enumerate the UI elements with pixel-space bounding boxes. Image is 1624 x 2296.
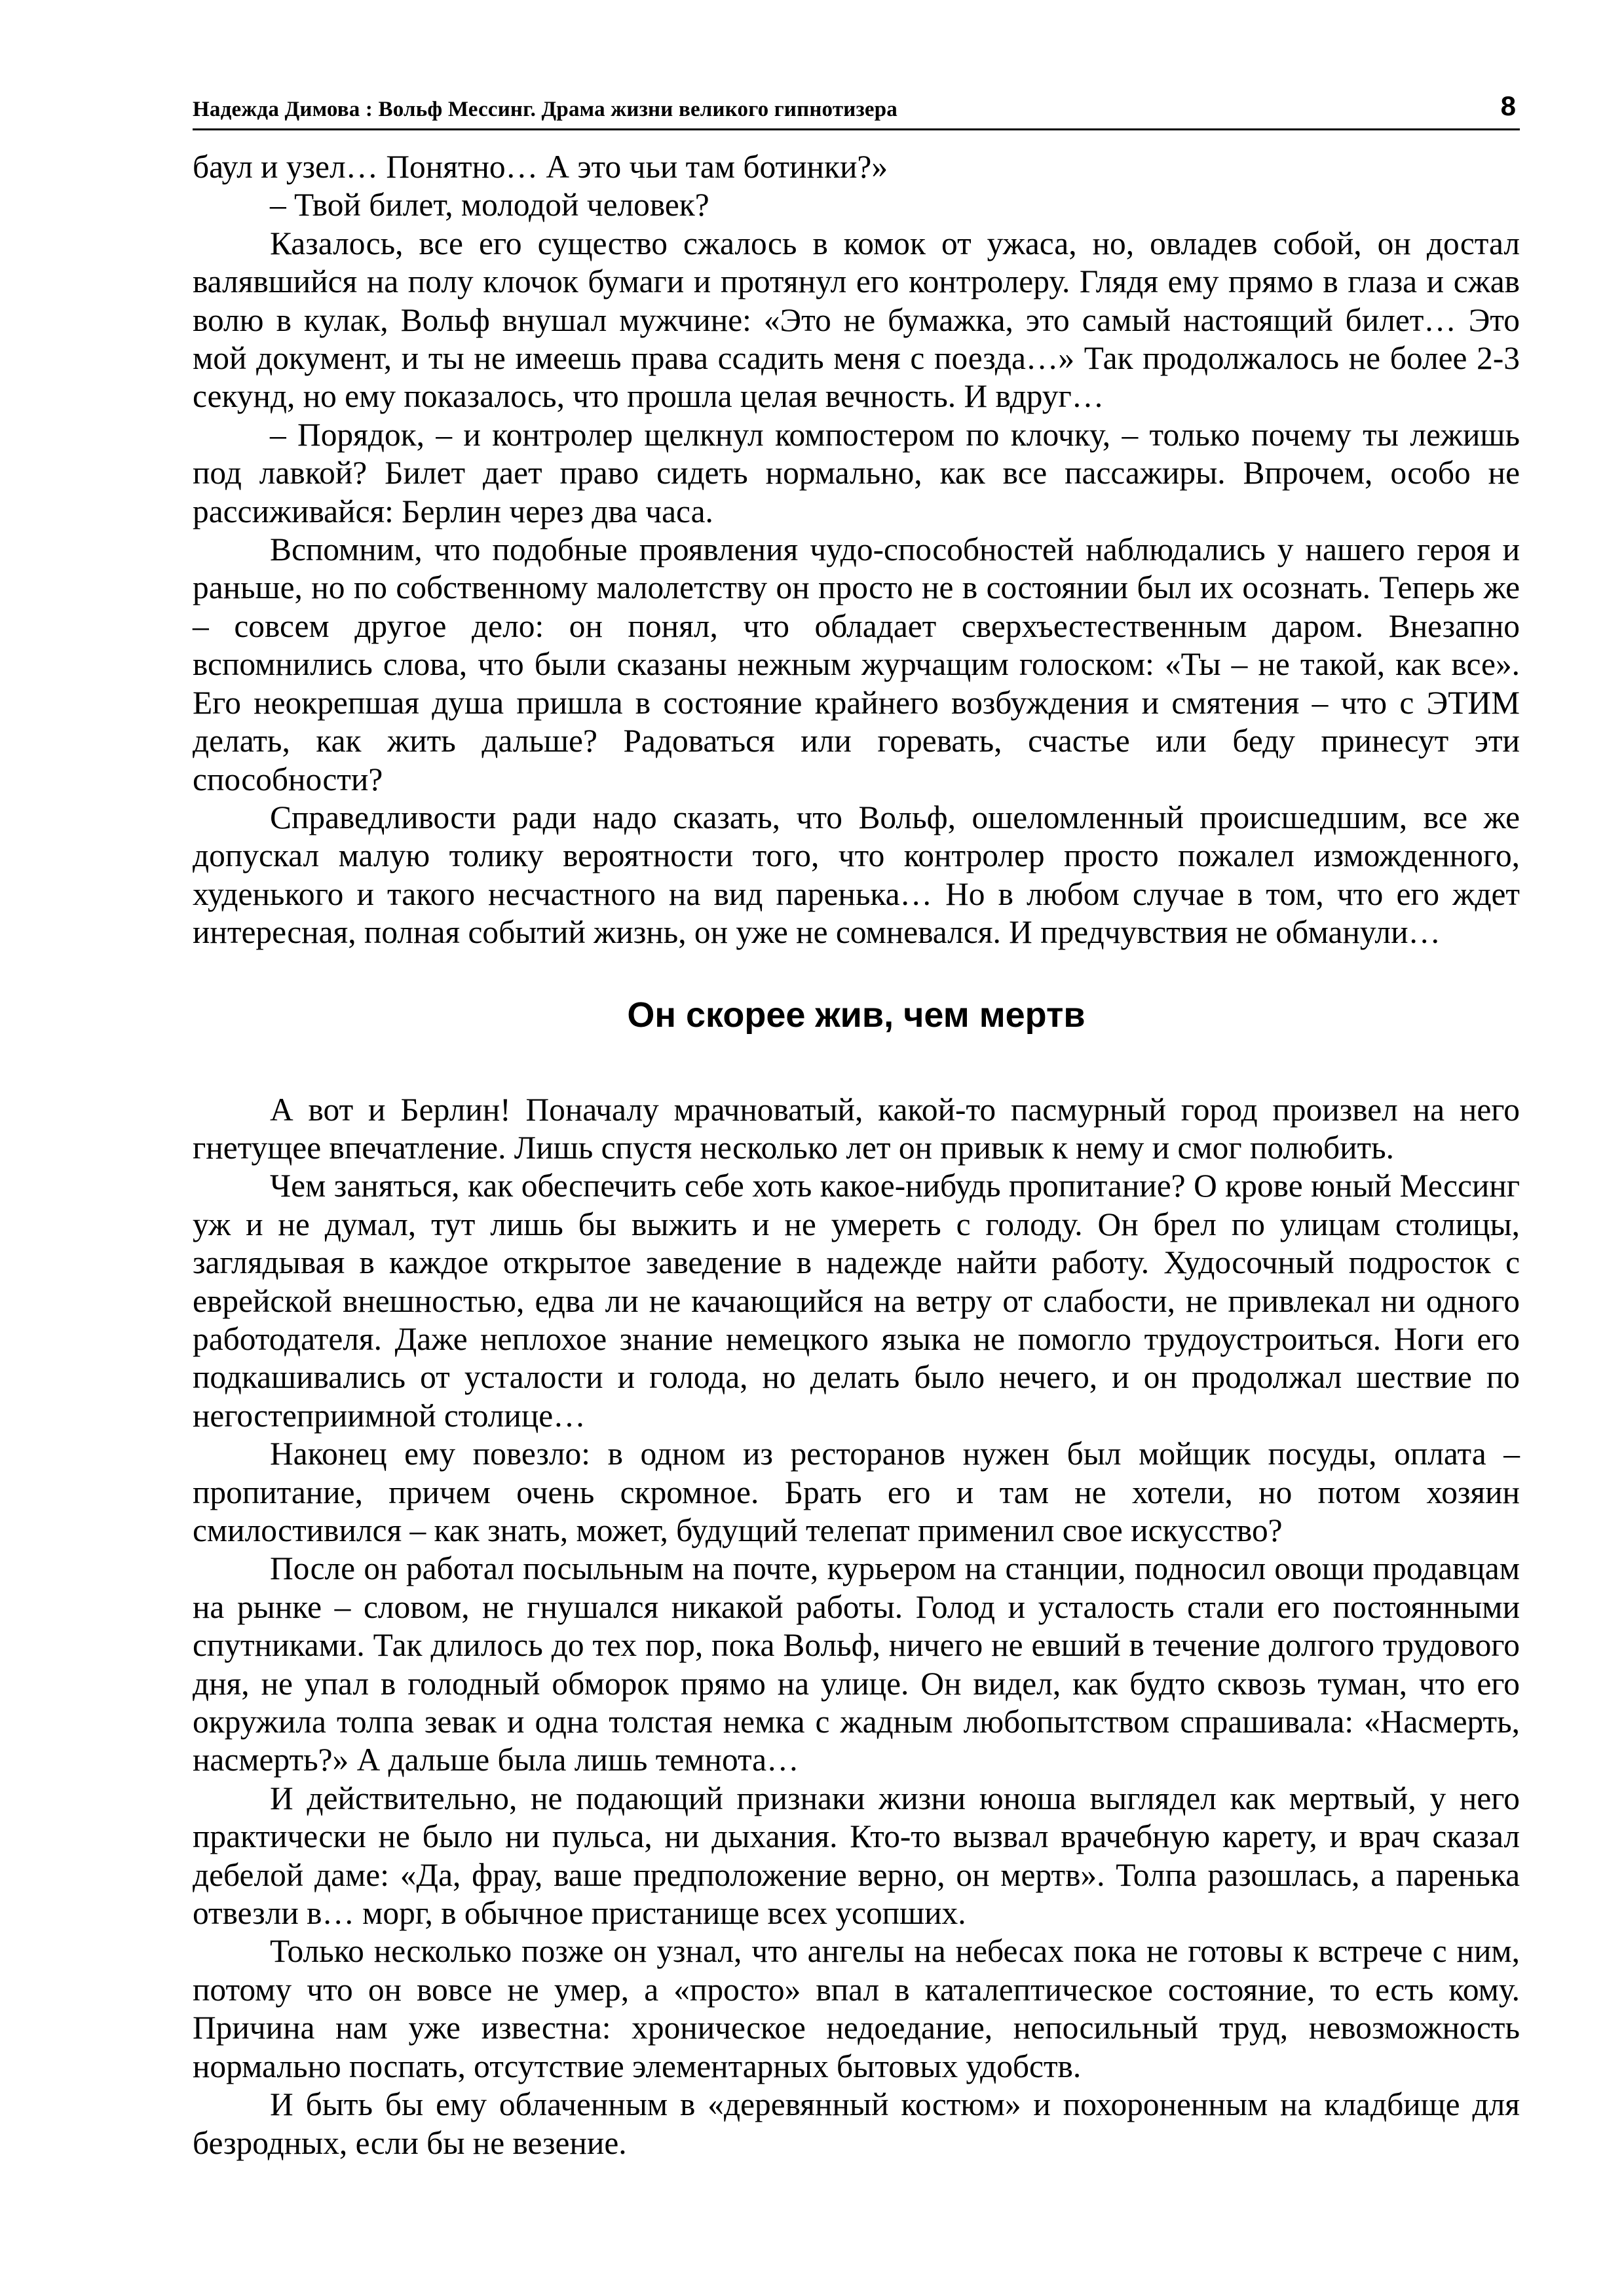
page-number: 8 (1500, 90, 1516, 121)
paragraph: Только несколько позже он узнал, что ангелы на небесах пока не готовы к встрече с ним, потому что он вовсе не умер, а «просто» впал в каталептическое состояние, то есть кому. Причина нам уже известна: хроническое недоедание, непосильный труд, невозможность нормально поспать, отсутствие элементарных бытовых удобств. (193, 1933, 1520, 2084)
section-heading: Он скорее жив, чем мертв (627, 995, 1086, 1035)
paragraph: Вспомним, что подобные проявления чудо-способностей наблюдались у нашего героя и раньше, но по собственному малолетству он просто не в состоянии был их осознать. Теперь же – совсем другое дело: он понял, что обладает сверхъестественным даром. Внезапно вспомнились слова, что были сказаны нежным журчащим голоском: «Ты – не такой, как все». Его неокрепшая душа пришла в состояние крайнего возбуждения и смятения – что с ЭТИМ делать, как жить дальше? Радоваться или горевать, счастье или беду принесут эти способности? (193, 531, 1520, 797)
paragraph: После он работал посыльным на почте, курьером на станции, подносил овощи продавцам на рынке – словом, не гнушался никакой работы. Голод и усталость стали его постоянными спутниками. Так длилось до тех пор, пока Вольф, ничего не евший в течение долгого трудового дня, не упал в голодный обморок прямо на улице. Он видел, как будто сквозь туман, что его окружила толпа зевак и одна толстая немка с жадным любопытством спрашивала: «Насмерть, насмерть?» А дальше была лишь темнота… (193, 1550, 1520, 1778)
paragraph: – Порядок, – и контролер щелкнул компостером по клочку, – только почему ты лежишь под лавкой? Билет дает право сидеть нормально, как все пассажиры. Впрочем, особо не рассиживайся: Берлин через два часа. (193, 416, 1520, 529)
paragraph: Чем заняться, как обеспечить себе хоть какое-нибудь пропитание? О крове юный Мессинг уж и не думал, тут лишь бы выжить и не умереть с голоду. Он брел по улицам столицы, заглядывая в каждое открытое заведение в надежде найти работу. Худосочный подросток с еврейской внешностью, едва ли не качающийся на ветру от слабости, не привлекал ни одного работодателя. Даже неплохое знание немецкого языка не помогло трудоустроиться. Ноги его подкашивались от усталости и голода, но делать было нечего, и он продолжал шествие по негостеприимной столице… (193, 1168, 1520, 1434)
paragraph: Справедливости ради надо сказать, что Вольф, ошеломленный происшедшим, все же допускал малую толику вероятности того, что контролер просто пожалел изможденного, худенького и такого несчастного на вид паренька… Но в любом случае в том, что его ждет интересная, полная событий жизнь, он уже не сомневался. И предчувствия не обманули… (193, 799, 1520, 951)
paragraph: И быть бы ему облаченным в «деревянный костюм» и похороненным на кладбище для безродных, если бы не везение. (193, 2086, 1520, 2161)
running-header (193, 92, 1520, 130)
body-text (193, 148, 1520, 2162)
paragraph: баул и узел… Понятно… А это чьи там ботинки?» (193, 149, 888, 185)
paragraph: А вот и Берлин! Поначалу мрачноватый, какой-то пасмурный город произвел на него гнетущее впечатление. Лишь спустя несколько лет он привык к нему и смог полюбить. (193, 1091, 1520, 1166)
paragraph: – Твой билет, молодой человек? (270, 187, 709, 223)
paragraph: И действительно, не подающий признаки жизни юноша выглядел как мертвый, у него практически не было ни пульса, ни дыхания. Кто-то вызвал врачебную карету, и врач сказал дебелой даме: «Да, фрау, ваше предположение верно, он мертв». Толпа разошлась, а паренька отвезли в… морг, в обычное пристанище всех усопших. (193, 1780, 1520, 1932)
paragraph: Казалось, все его существо сжалось в комок от ужаса, но, овладев собой, он достал валявшийся на полу клочок бумаги и протянул его контролеру. Глядя ему прямо в глаза и сжав волю в кулак, Вольф внушал мужчине: «Это не бумажка, это самый настоящий билет… Это мой документ, и ты не имеешь права ссадить меня с поезда…» Так продолжалось не более 2-3 секунд, но ему показалось, что прошла целая вечность. И вдруг… (193, 225, 1520, 415)
paragraph: Наконец ему повезло: в одном из ресторанов нужен был мойщик посуды, оплата – пропитание, причем очень скромное. Брать его и там не хотели, но потом хозяин смилостивился – как знать, может, будущий телепат применил свое искусство? (193, 1436, 1520, 1548)
running-title: Надежда Димова : Вольф Мессинг. Драма жизни великого гипнотизера (193, 98, 898, 121)
